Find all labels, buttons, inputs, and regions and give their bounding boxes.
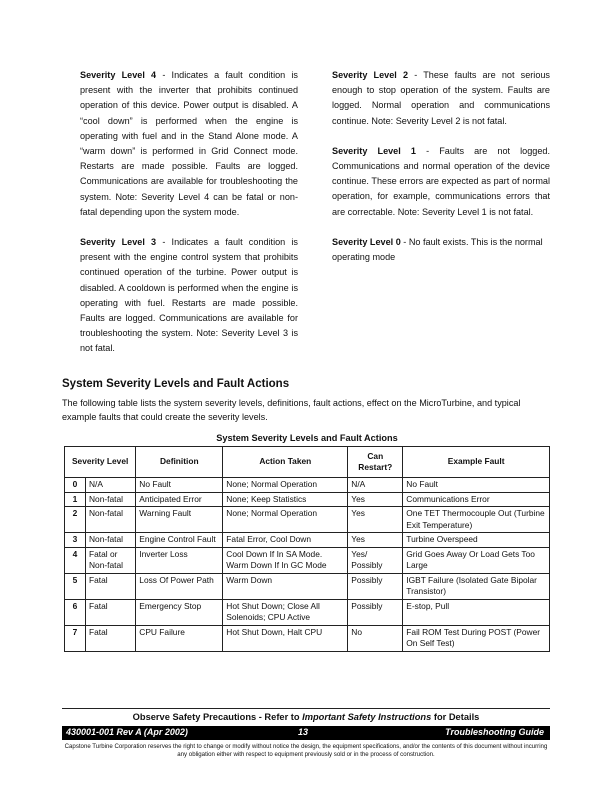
- table-caption: System Severity Levels and Fault Actions: [216, 433, 398, 443]
- table-header-row: [65, 447, 550, 478]
- safety-notice-suffix: for Details: [431, 712, 480, 722]
- restart-cell: Yes: [348, 533, 403, 548]
- level-cell: 6: [65, 599, 86, 625]
- safety-notice-emphasis: Important Safety Instructions: [302, 712, 432, 722]
- left-column: [80, 68, 298, 372]
- severity-level-1-paragraph: [332, 144, 550, 220]
- severity-heading: Severity Level 0: [332, 236, 401, 247]
- guide-title: Troubleshooting Guide: [445, 727, 544, 737]
- severity-cell: Fatal: [86, 599, 136, 625]
- table-row: [65, 547, 550, 573]
- definition-cell: Warning Fault: [136, 507, 223, 533]
- restart-cell: Yes/ Possibly: [348, 547, 403, 573]
- table-row: [65, 599, 550, 625]
- severity-level-0-paragraph: [332, 235, 550, 265]
- right-column: [332, 68, 550, 280]
- restart-cell: Yes: [348, 492, 403, 507]
- header-example-fault: Example Fault: [403, 447, 550, 478]
- severity-description: - No fault exists. This is the normal operating mode: [332, 236, 543, 263]
- document-id: 430001-001 Rev A (Apr 2002): [66, 727, 188, 737]
- action-cell: None; Normal Operation: [223, 507, 348, 533]
- section-intro: The following table lists the system severity levels, definitions, fault actions, effect on the MicroTurbine, and typical example faults that could create the severity levels.: [62, 398, 521, 422]
- severity-cell: Fatal: [86, 573, 136, 599]
- table-body: [65, 478, 550, 652]
- level-cell: 3: [65, 533, 86, 548]
- severity-heading: Severity Level 1: [332, 145, 416, 156]
- severity-cell: Fatal or Non-fatal: [86, 547, 136, 573]
- severity-heading: Severity Level 3: [80, 237, 157, 248]
- restart-cell: Possibly: [348, 573, 403, 599]
- severity-cell: Fatal: [86, 625, 136, 651]
- severity-description: - Faults are not logged. Communications and normal operation of the device continue. These errors are expected as part of normal operation, for example, communications errors that are correctable. Note: Severity Level 1 is not fatal.: [332, 145, 550, 217]
- example-cell: No Fault: [403, 478, 550, 493]
- definition-cell: Inverter Loss: [136, 547, 223, 573]
- severity-level-3-paragraph: [80, 235, 298, 357]
- restart-cell: No: [348, 625, 403, 651]
- restart-cell: Yes: [348, 507, 403, 533]
- definition-cell: No Fault: [136, 478, 223, 493]
- table-row: [65, 492, 550, 507]
- footer-bar: [62, 726, 550, 740]
- example-cell: One TET Thermocouple Out (Turbine Exit Temperature): [403, 507, 550, 533]
- footer-divider: [62, 708, 550, 709]
- safety-notice-prefix: Observe Safety Precautions - Refer to: [132, 712, 303, 722]
- severity-heading: Severity Level 2: [332, 70, 409, 80]
- definition-cell: Engine Control Fault: [136, 533, 223, 548]
- level-cell: 4: [65, 547, 86, 573]
- definition-cell: CPU Failure: [136, 625, 223, 651]
- disclaimer: Capstone Turbine Corporation reserves the right to change or modify without notice the design, the equipment specifications, and/or the contents of this document without incurring any obligation either with respect to equipment previously sold or in the process of construction.: [64, 743, 548, 758]
- safety-notice: [62, 712, 550, 722]
- action-cell: Fatal Error, Cool Down: [223, 533, 348, 548]
- severity-cell: N/A: [86, 478, 136, 493]
- table-row: [65, 533, 550, 548]
- action-cell: Cool Down If In SA Mode. Warm Down If In GC Mode: [223, 547, 348, 573]
- page-number: 13: [298, 727, 309, 737]
- level-cell: 0: [65, 478, 86, 493]
- severity-description: - These faults are not serious enough to stop operation of the system. Faults are logged. Normal operation and communications continue. Note: Severity Level 2 is not fatal.: [332, 70, 550, 126]
- severity-level-2-paragraph: [332, 68, 550, 129]
- level-cell: 7: [65, 625, 86, 651]
- action-cell: None; Normal Operation: [223, 478, 348, 493]
- severity-heading: Severity Level 4: [80, 70, 157, 80]
- example-cell: Communications Error: [403, 492, 550, 507]
- example-cell: Turbine Overspeed: [403, 533, 550, 548]
- action-cell: Hot Shut Down, Halt CPU: [223, 625, 348, 651]
- definition-cell: Anticipated Error: [136, 492, 223, 507]
- header-definition: Definition: [136, 447, 223, 478]
- example-cell: E-stop, Pull: [403, 599, 550, 625]
- action-cell: Warm Down: [223, 573, 348, 599]
- severity-cell: Non-fatal: [86, 507, 136, 533]
- severity-cell: Non-fatal: [86, 492, 136, 507]
- table-row: [65, 625, 550, 651]
- table-row: [65, 507, 550, 533]
- table-row: [65, 478, 550, 493]
- header-action-taken: Action Taken: [223, 447, 348, 478]
- section-title: System Severity Levels and Fault Actions: [62, 378, 290, 390]
- severity-cell: Non-fatal: [86, 533, 136, 548]
- header-can-restart: Can Restart?: [348, 447, 403, 478]
- action-cell: None; Keep Statistics: [223, 492, 348, 507]
- action-cell: Hot Shut Down; Close All Solenoids; CPU Active: [223, 599, 348, 625]
- example-cell: Grid Goes Away Or Load Gets Too Large: [403, 547, 550, 573]
- severity-description: - Indicates a fault condition is present with the inverter that prohibits continued operation of this device. Power output is disabled. A “cool down” is performed when the engine is operating with fuel and in the Stand Alone mode. A “warm down” is performed in Grid Connect mode. Restarts are made possible. Faults are logged. Communications are available for troubleshooting the system. Note: Severity Level 4 can be fatal or non-fatal depending upon the system mode.: [80, 70, 298, 217]
- example-cell: IGBT Failure (Isolated Gate Bipolar Transistor): [403, 573, 550, 599]
- header-severity-level: Severity Level: [65, 447, 136, 478]
- level-cell: 2: [65, 507, 86, 533]
- definition-cell: Emergency Stop: [136, 599, 223, 625]
- restart-cell: N/A: [348, 478, 403, 493]
- level-cell: 5: [65, 573, 86, 599]
- severity-level-4-paragraph: [80, 68, 298, 220]
- severity-description: - Indicates a fault condition is present with the engine control system that prohibits continued operation of the turbine. Power output is disabled. A cooldown is performed when the engine is operating with fuel. Restarts are made possible. Faults are logged. Communications are available for troubleshooting the system. Note: Severity Level 3 is not fatal.: [80, 237, 298, 354]
- example-cell: Fail ROM Test During POST (Power On Self Test): [403, 625, 550, 651]
- level-cell: 1: [65, 492, 86, 507]
- definition-cell: Loss Of Power Path: [136, 573, 223, 599]
- table-row: [65, 573, 550, 599]
- restart-cell: Possibly: [348, 599, 403, 625]
- fault-table: [64, 446, 550, 652]
